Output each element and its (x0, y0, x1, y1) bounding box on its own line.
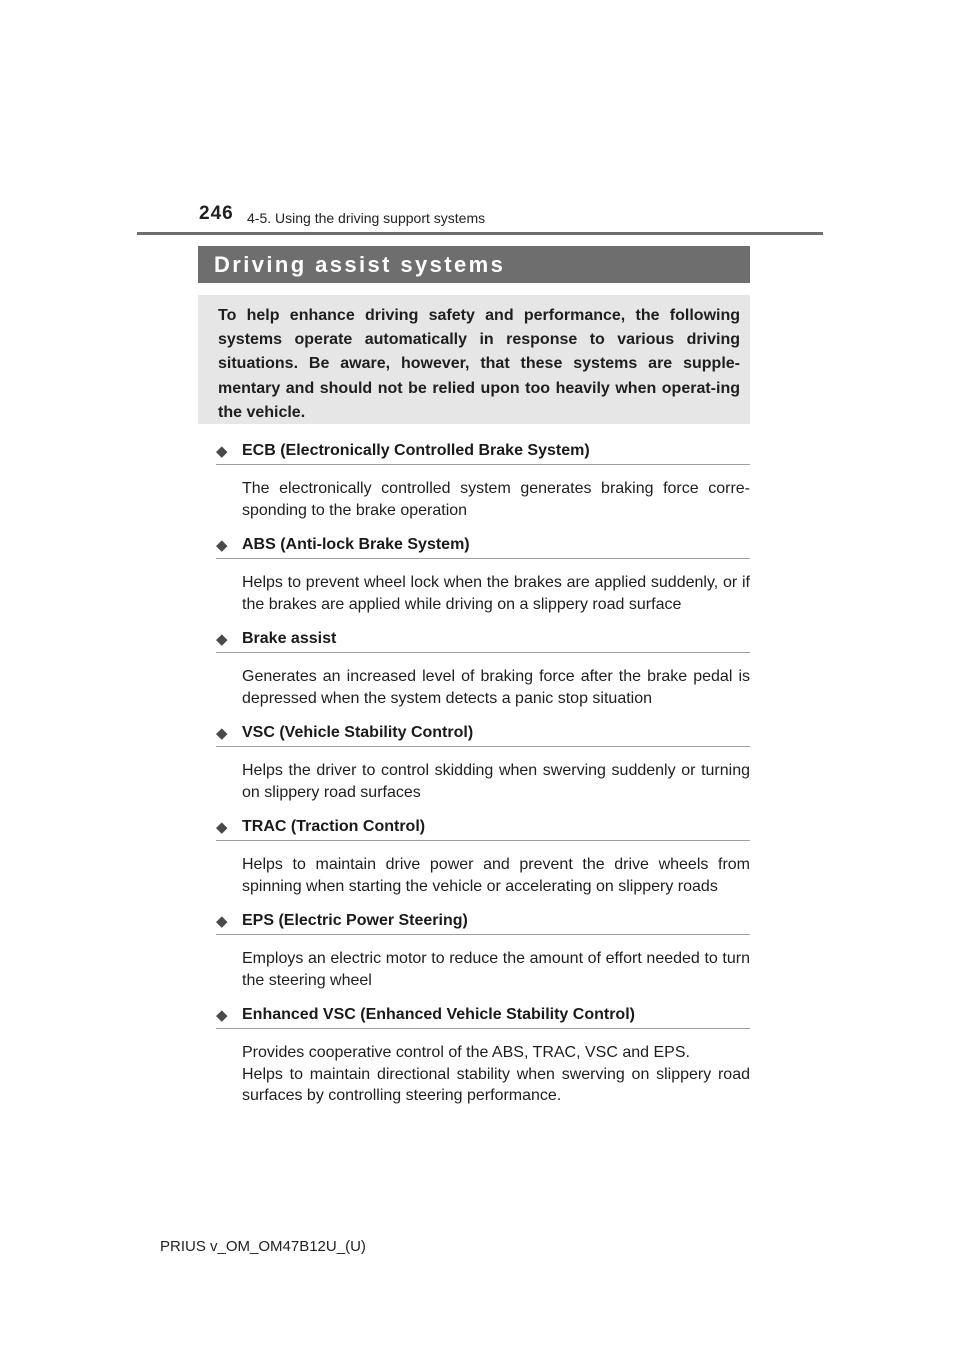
feature-heading (216, 721, 750, 747)
feature-description-line: Provides cooperative control of the ABS, TRAC, VSC and EPS. (242, 1044, 690, 1061)
feature-title: Enhanced VSC (Enhanced Vehicle Stability Control) (242, 1006, 635, 1023)
feature-description: Helps the driver to control skidding when swerving suddenly or turning on slippery road surfaces (242, 762, 750, 801)
feature-heading (216, 1003, 750, 1029)
diamond-bullet-icon: ◆ (216, 442, 228, 460)
feature-title: TRAC (Traction Control) (242, 818, 426, 835)
feature-heading (216, 533, 750, 559)
intro-text: To help enhance driving safety and performance, the following systems operate automatically in response to various driving situations. Be aware, however, that these systems are supple-mentary and should not be relied upon too heavily when operat-ing the vehicle. (218, 307, 740, 421)
feature-abs (216, 533, 750, 615)
feature-heading (216, 439, 750, 465)
feature-description (242, 1042, 750, 1107)
feature-description-line: Helps to maintain directional stability when swerving on slippery road surfaces by controlling steering performance. (242, 1065, 750, 1104)
feature-title: ECB (Electronically Controlled Brake System) (242, 442, 590, 459)
feature-title: VSC (Vehicle Stability Control) (242, 724, 474, 741)
feature-list (216, 439, 750, 1119)
feature-description: Generates an increased level of braking force after the brake pedal is depressed when the system detects a panic stop situation (242, 668, 750, 707)
feature-description: The electronically controlled system generates braking force corre-sponding to the brake operation (242, 480, 750, 519)
feature-description: Helps to prevent wheel lock when the brakes are applied suddenly, or if the brakes are applied while driving on a slippery road surface (242, 574, 750, 613)
diamond-bullet-icon: ◆ (216, 1006, 228, 1024)
feature-heading (216, 815, 750, 841)
feature-vsc (216, 721, 750, 803)
feature-title: ABS (Anti-lock Brake System) (242, 536, 470, 553)
feature-heading (216, 627, 750, 653)
diamond-bullet-icon: ◆ (216, 536, 228, 554)
feature-heading (216, 909, 750, 935)
diamond-bullet-icon: ◆ (216, 818, 228, 836)
diamond-bullet-icon: ◆ (216, 724, 228, 742)
intro-box (198, 295, 750, 424)
feature-title: EPS (Electric Power Steering) (242, 912, 468, 929)
feature-description: Employs an electric motor to reduce the amount of effort needed to turn the steering wheel (242, 950, 750, 989)
feature-enhanced-vsc (216, 1003, 750, 1107)
feature-description: Helps to maintain drive power and prevent the drive wheels from spinning when starting the vehicle or accelerating on slippery roads (242, 856, 750, 895)
feature-brake-assist (216, 627, 750, 709)
diamond-bullet-icon: ◆ (216, 630, 228, 648)
feature-ecb (216, 439, 750, 521)
document-id: PRIUS v_OM_OM47B12U_(U) (160, 1238, 366, 1255)
page-number: 246 (199, 203, 234, 224)
feature-eps (216, 909, 750, 991)
feature-title: Brake assist (242, 630, 337, 647)
section-breadcrumb: 4-5. Using the driving support systems (247, 210, 486, 226)
diamond-bullet-icon: ◆ (216, 912, 228, 930)
section-title-band (198, 246, 750, 283)
section-title: Driving assist systems (214, 251, 506, 277)
feature-trac (216, 815, 750, 897)
header-divider (137, 232, 823, 235)
